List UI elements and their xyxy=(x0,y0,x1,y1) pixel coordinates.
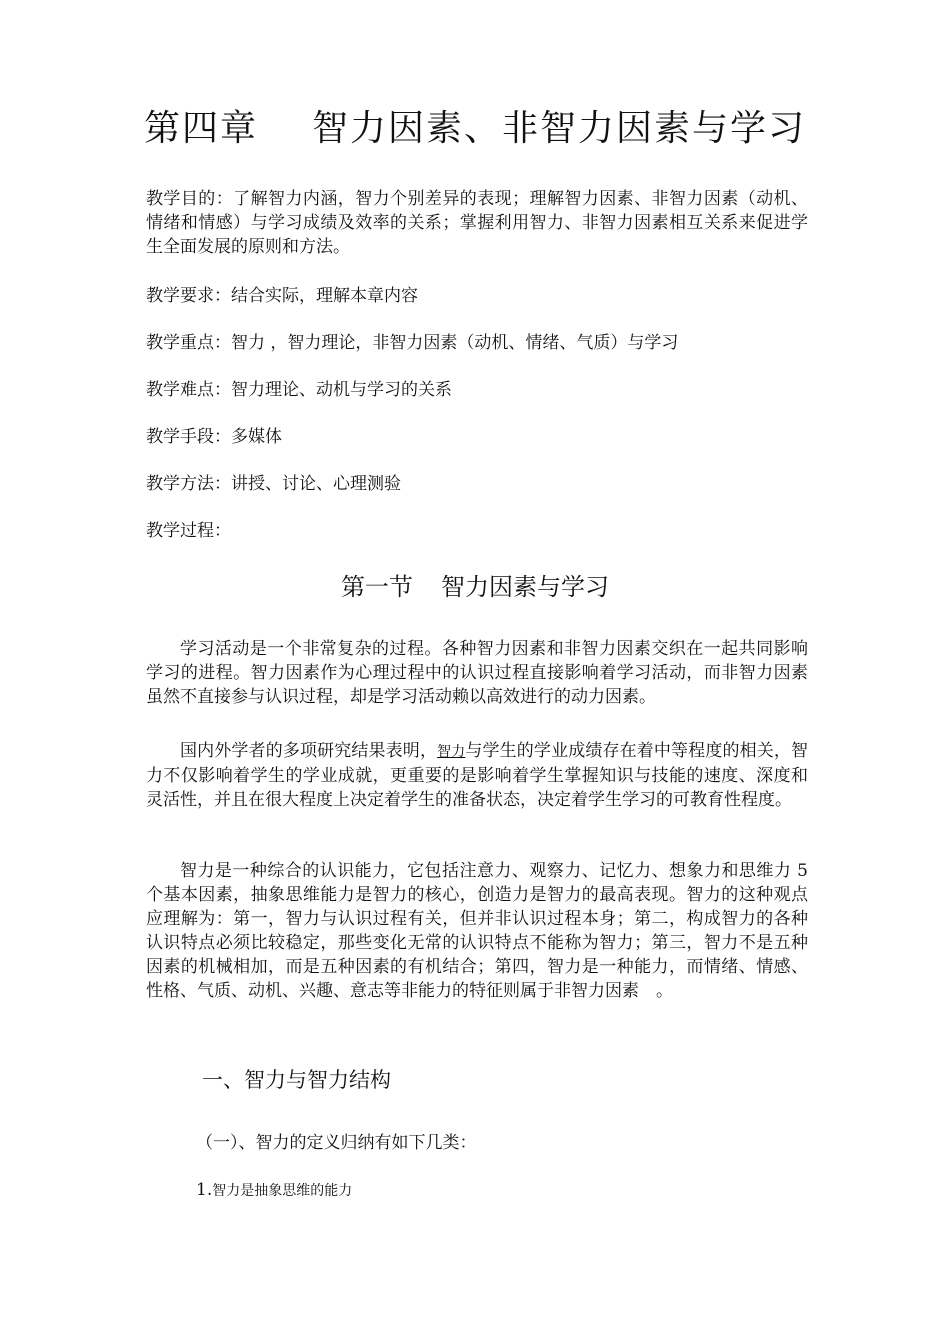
paragraph-1: 学习活动是一个非常复杂的过程。各种智力因素和非智力因素交织在一起共同影响学习的进程。智力因素作为心理过程中的认识过程直接影响着学习活动，而非智力因素虽然不直接参与认识过程，却是学习活动赖以高效进行的动力因素。 xyxy=(146,639,808,707)
paragraph-2-end: 与学生的学业成绩存在着中等程度的相关，智力不仅影响着学生的学业成就，更重要的是影响着学生掌握知识与技能的速度、深度和灵活性，并且在很大程度上决定着学生的准备状态，决定着学生学习的可教育性程度。 xyxy=(146,741,809,810)
section-name: 智力因素与学习 xyxy=(441,573,609,601)
list-item-1 xyxy=(196,1180,352,1200)
section-number: 第一节 xyxy=(341,573,413,601)
heading-intelligence-structure: 一、智力与智力结构 xyxy=(202,1068,391,1092)
teaching-key-points: 教学重点：智力 ，智力理论，非智力因素（动机、情绪、气质）与学习 xyxy=(146,333,679,353)
teaching-process: 教学过程： xyxy=(146,521,231,541)
list-item-text: 智力是抽象思维的能力 xyxy=(212,1183,353,1199)
teaching-objective: 教学目的：了解智力内涵，智力个别差异的表现；理解智力因素、非智力因素（动机、情绪和情感）与学习成绩及效率的关系；掌握利用智力、非智力因素相互关系来促进学生全面发展的原则和方法。 xyxy=(146,189,808,257)
paragraph-3: 智力是一种综合的认识能力，它包括注意力、观察力、记忆力、想象力和思维力 5 个基本因素，抽象思维能力是智力的核心，创造力是智力的最高表现。智力的这种观点应理解为：第一，智力与认识过程有关，但并非认识过程本身；第二，构成智力的各种认识特点必须比较稳定，那些变化无常的认识特点不能称为智力；第三，智力不是五种因素的机械相加，而是五种因素的有机结合；第四，智力是一种能力，而情绪、情感、性格、气质、动机、兴趣、意志等非能力的特征则属于非智力因素 。 xyxy=(146,861,808,1001)
paragraph-2-start: 国内外学者的多项研究结果表明， xyxy=(180,741,438,761)
chapter-name: 智力因素、非智力因素与学习 xyxy=(312,108,807,149)
intelligence-link[interactable]: 智力 xyxy=(437,744,466,760)
chapter-number: 第四章 xyxy=(143,108,258,149)
teaching-methods: 教学方法：讲授、讨论、心理测验 xyxy=(146,474,401,494)
teaching-requirement: 教学要求：结合实际，理解本章内容 xyxy=(146,286,418,306)
paragraph-2 xyxy=(146,739,808,812)
teaching-means: 教学手段：多媒体 xyxy=(146,427,282,447)
chapter-title xyxy=(0,100,950,151)
teaching-difficulties: 教学难点：智力理论、动机与学习的关系 xyxy=(146,380,452,400)
heading-definition-categories: （一）、智力的定义归纳有如下几类： xyxy=(196,1133,477,1153)
section-title xyxy=(0,567,950,602)
list-item-number: 1. xyxy=(196,1180,213,1200)
